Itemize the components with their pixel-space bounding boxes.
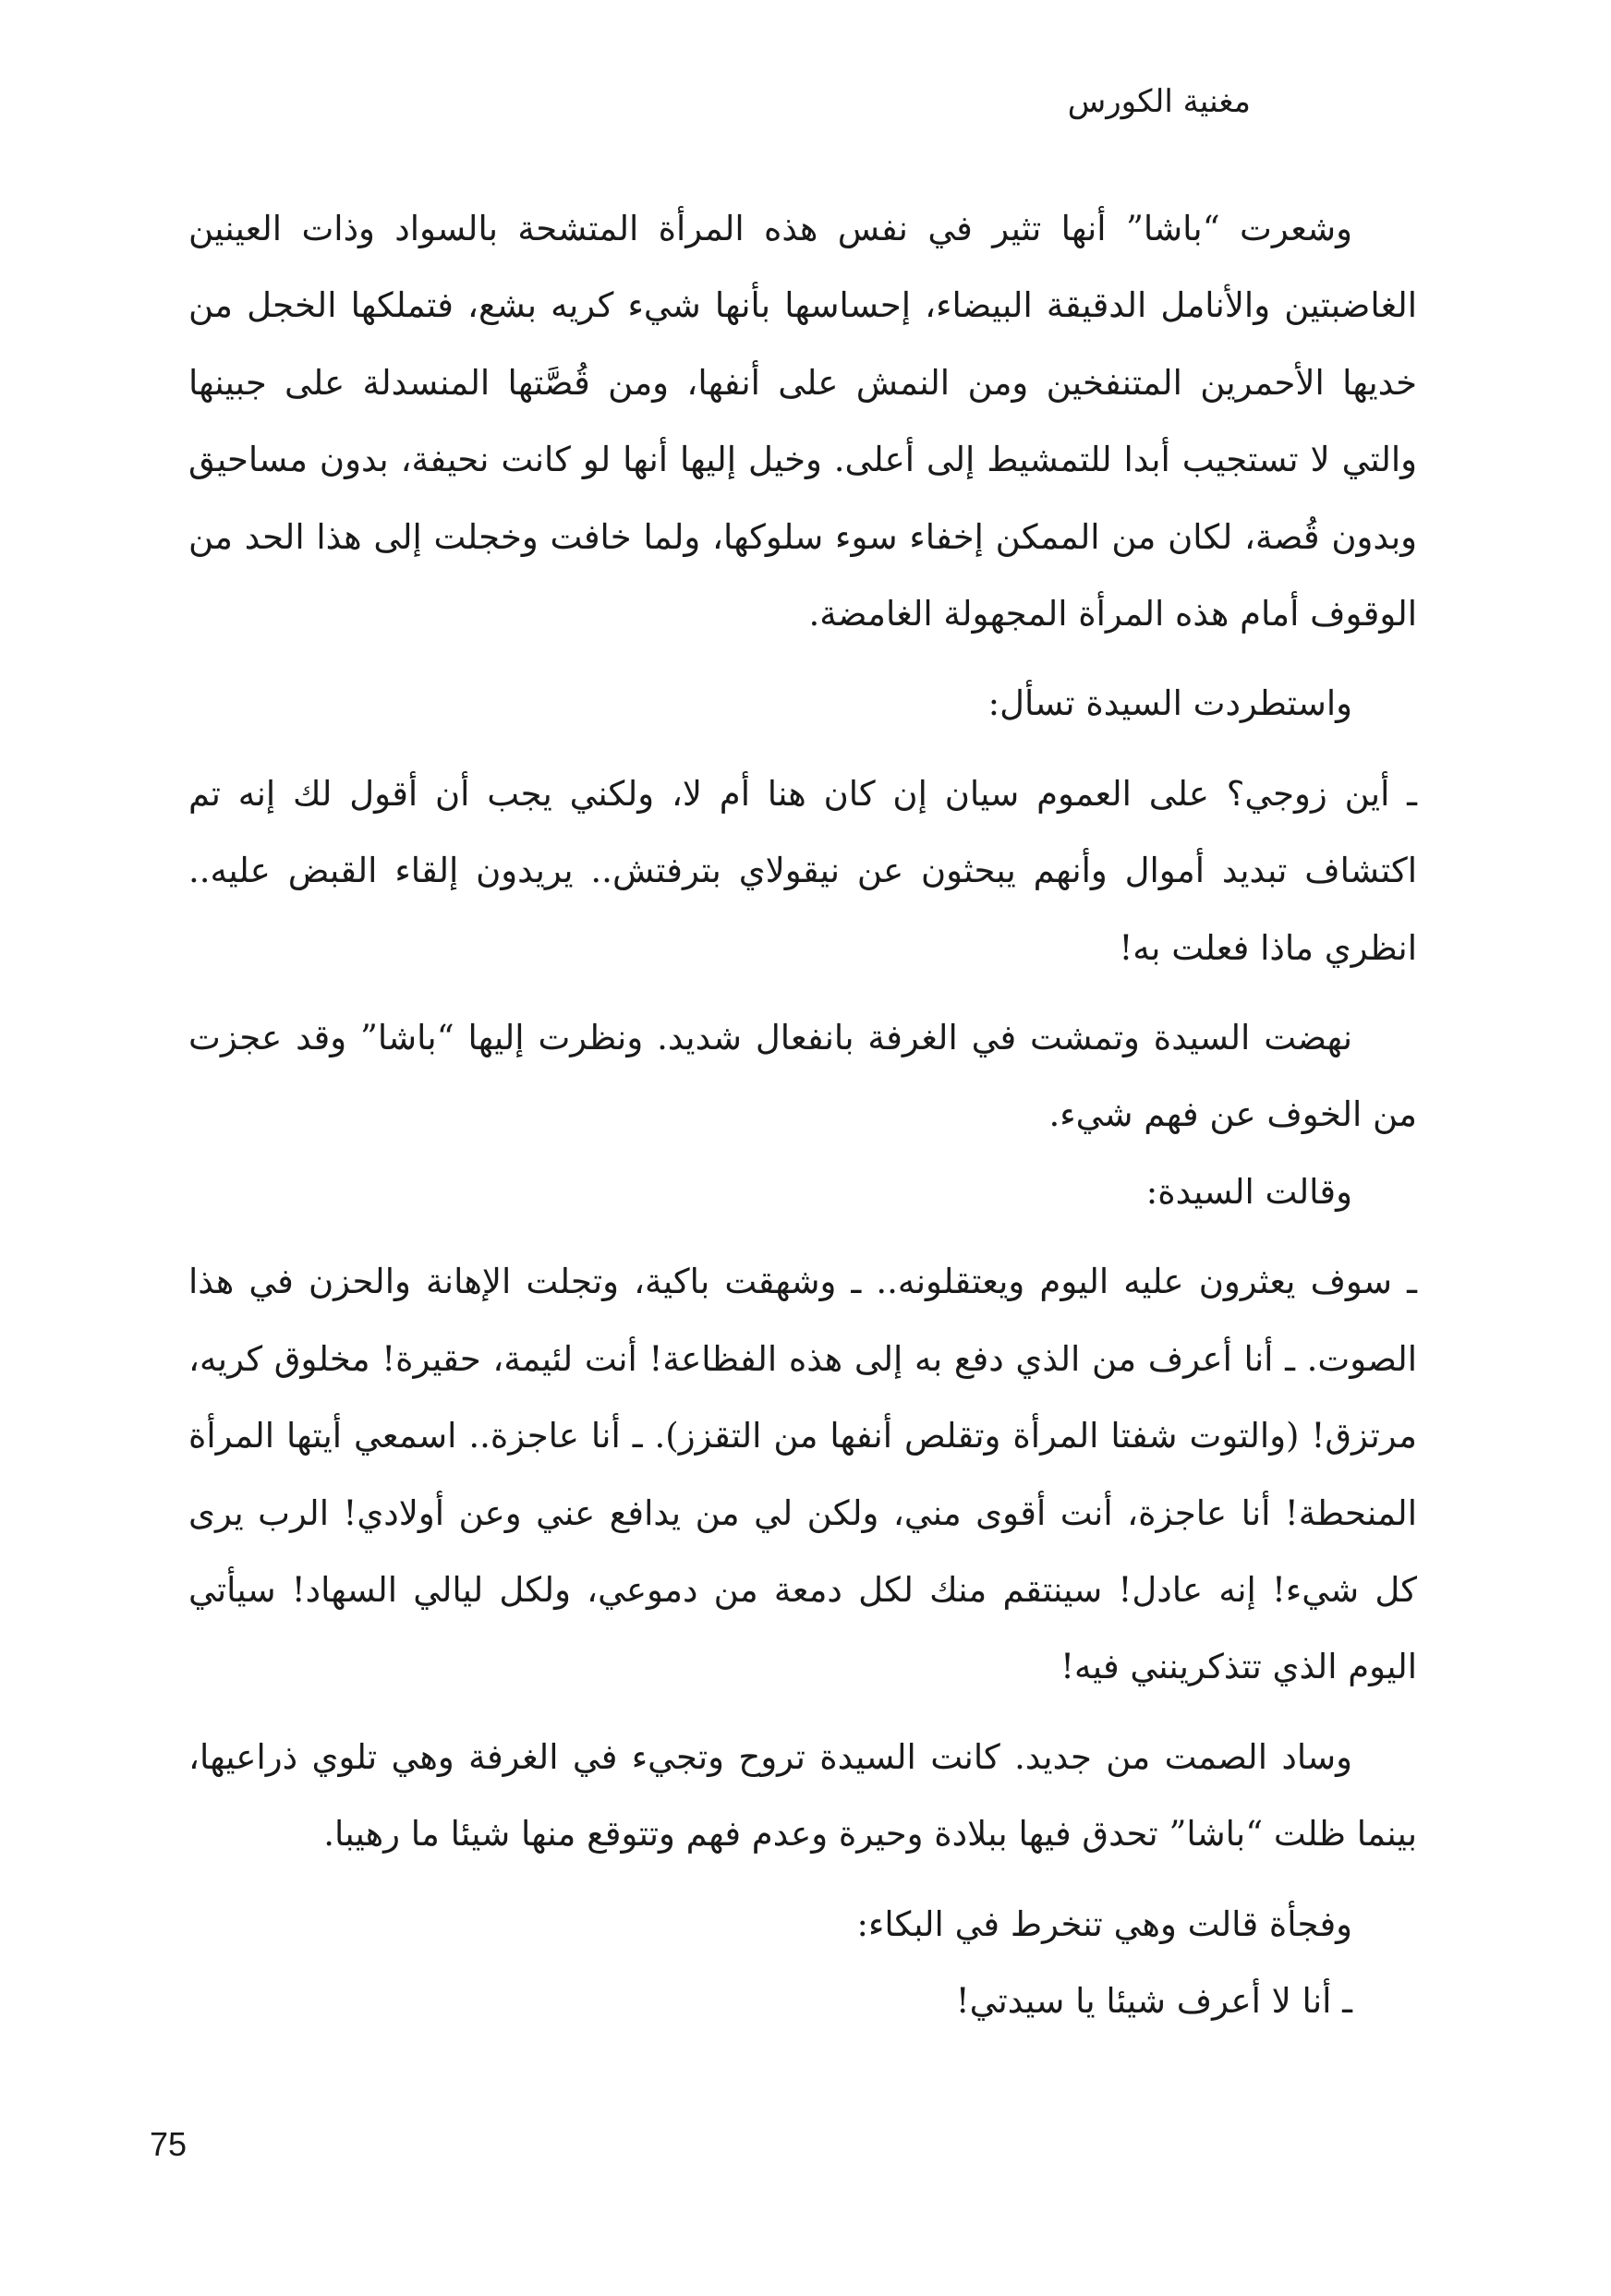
paragraph: وفجأة قالت وهي تنخرط في البكاء: [856, 1903, 1352, 1944]
dialogue-paragraph: ـ سوف يعثرون عليه اليوم ويعتقلونه.. ـ وشهقت باكية، وتجلت الإهانة والحزن في هذا الصوت. ـ أنا أعرف من الذي دفع به إلى هذه الفظاعة! أنت لئيمة، حقيرة! مخلوق كريه، مرتزق! (والتوت شفتا المرأة وتقلص أنفها من التقزز). ـ أنا عاجزة.. اسمعي أيتها المرأة المنحطة! أنا عاجزة، أنت أقوى مني، ولكن لي من يدافع عني وعن أولادي! الرب يرى كل شيء! إنه عادل! سينتقم منك لكل دمعة من دموعي، ولكل ليالي السهاد! سيأتي اليوم الذي تتذكرينني فيه! [188, 1262, 1417, 1687]
body-text [188, 190, 1417, 2039]
dialogue-paragraph: ـ أنا لا أعرف شيئا يا سيدتي! [955, 1980, 1352, 2021]
dialogue-paragraph: ـ أين زوجي؟ على العموم سيان إن كان هنا أم لا، ولكني يجب أن أقول لك إنه تم اكتشاف تبديد أموال وأنهم يبحثون عن نيقولاي بترفتش.. يريدون إلقاء القبض عليه.. انظري ماذا فعلت به! [188, 773, 1417, 968]
paragraph: نهضت السيدة وتمشت في الغرفة بانفعال شديد. ونظرت إليها “باشا” وقد عجزت من الخوف عن فهم شيء. [188, 1018, 1417, 1135]
paragraph: وساد الصمت من جديد. كانت السيدة تروح وتجيء في الغرفة وهي تلوي ذراعيها، بينما ظلت “باشا” تحدق فيها ببلادة وحيرة وعدم فهم وتتوقع منها شيئا ما رهيبا. [188, 1736, 1417, 1855]
paragraph: واستطردت السيدة تسأل: [987, 683, 1352, 724]
paragraph: وشعرت “باشا” أنها تثير في نفس هذه المرأة المتشحة بالسواد وذات العينين الغاضبتين والأنامل الدقيقة البيضاء، إحساسها بأنها شيء كريه بشع، فتملكها الخجل من خديها الأحمرين المتنفخين ومن النمش على أنفها، ومن قُصَّتها المنسدلة على جبينها والتي لا تستجيب أبدا للتمشيط إلى أعلى. وخيل إليها أنها لو كانت نحيفة، بدون مساحيق وبدون قُصة، لكان من الممكن إخفاء سوء سلوكها، ولما خافت وخجلت إلى هذا الحد من الوقوف أمام هذه المرأة المجهولة الغامضة. [188, 209, 1417, 634]
running-header: مغنية الكورس [1067, 83, 1251, 120]
page-number: 75 [150, 2125, 188, 2163]
paragraph: وقالت السيدة: [1145, 1171, 1352, 1212]
